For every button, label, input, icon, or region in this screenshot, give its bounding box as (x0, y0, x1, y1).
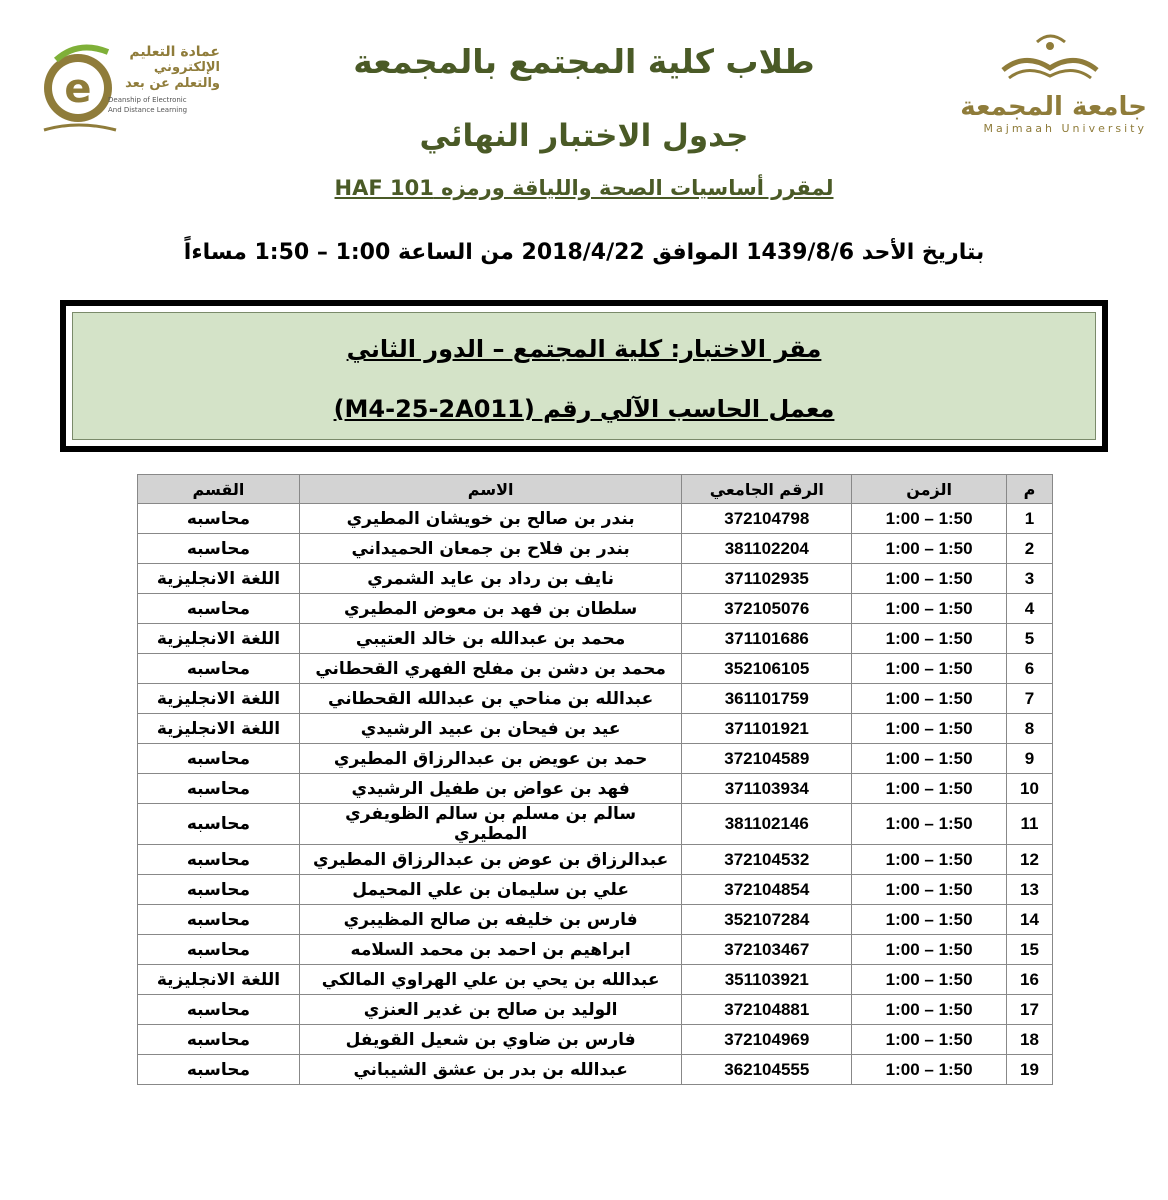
row-time: 1:00 – 1:50 (852, 995, 1007, 1025)
table-row (138, 875, 1053, 905)
course-title (0, 176, 1168, 200)
row-time: 1:00 – 1:50 (852, 1055, 1007, 1085)
row-time: 1:00 – 1:50 (852, 624, 1007, 654)
row-index: 7 (1007, 684, 1053, 714)
row-time: 1:00 – 1:50 (852, 965, 1007, 995)
row-student-id: 362104555 (682, 1055, 852, 1085)
row-department: محاسبه (138, 905, 300, 935)
row-department: محاسبه (138, 774, 300, 804)
row-department: محاسبه (138, 875, 300, 905)
table-row (138, 684, 1053, 714)
row-department: اللغة الانجليزية (138, 624, 300, 654)
row-name: فهد بن عواض بن طفيل الرشيدي (299, 774, 681, 804)
deanship-ar-line2: الإلكتروني (153, 60, 220, 75)
header-index: م (1007, 475, 1053, 504)
exam-location-line (73, 335, 1095, 363)
row-department: اللغة الانجليزية (138, 564, 300, 594)
deanship-en-line1: Deanship of Electronic (108, 96, 187, 104)
exam-lab-line (73, 395, 1095, 423)
table-row (138, 774, 1053, 804)
table-row (138, 534, 1053, 564)
row-index: 3 (1007, 564, 1053, 594)
row-department: محاسبه (138, 995, 300, 1025)
row-name: حمد بن عويض بن عبدالرزاق المطيري (299, 744, 681, 774)
row-name: فارس بن ضاوي بن شعيل القويفل (299, 1025, 681, 1055)
table-row (138, 594, 1053, 624)
table-row (138, 744, 1053, 774)
row-index: 10 (1007, 774, 1053, 804)
row-department: محاسبه (138, 935, 300, 965)
row-student-id: 372104881 (682, 995, 852, 1025)
row-time: 1:00 – 1:50 (852, 714, 1007, 744)
students-table (137, 474, 1053, 1085)
table-row (138, 504, 1053, 534)
row-department: محاسبه (138, 1025, 300, 1055)
row-index: 15 (1007, 935, 1053, 965)
row-department: محاسبه (138, 744, 300, 774)
header-time: الزمن (852, 475, 1007, 504)
row-student-id: 371103934 (682, 774, 852, 804)
row-time: 1:00 – 1:50 (852, 845, 1007, 875)
row-student-id: 371101921 (682, 714, 852, 744)
row-index: 9 (1007, 744, 1053, 774)
row-student-id: 372104854 (682, 875, 852, 905)
table-row (138, 845, 1053, 875)
row-name: عبدالله بن يحي بن علي الهراوي المالكي (299, 965, 681, 995)
table-row (138, 714, 1053, 744)
row-department: اللغة الانجليزية (138, 714, 300, 744)
university-name-en: Majmaah University (983, 122, 1147, 135)
row-department: محاسبه (138, 804, 300, 845)
header-student-id: الرقم الجامعي (682, 475, 852, 504)
row-student-id: 372103467 (682, 935, 852, 965)
row-time: 1:00 – 1:50 (852, 774, 1007, 804)
row-name: عبدالله بن بدر بن عشق الشيباني (299, 1055, 681, 1085)
row-index: 19 (1007, 1055, 1053, 1085)
row-student-id: 371101686 (682, 624, 852, 654)
row-department: محاسبه (138, 534, 300, 564)
row-time: 1:00 – 1:50 (852, 1025, 1007, 1055)
row-student-id: 372105076 (682, 594, 852, 624)
row-department: اللغة الانجليزية (138, 684, 300, 714)
table-row (138, 564, 1053, 594)
deanship-ar-line1: عمادة التعليم (129, 44, 220, 60)
row-name: فارس بن خليفه بن صالح المظيبري (299, 905, 681, 935)
table-row (138, 995, 1053, 1025)
table-row (138, 1025, 1053, 1055)
row-name: سالم بن مسلم بن سالم الظويفري المطيري (299, 804, 681, 845)
table-row (138, 804, 1053, 845)
row-name: الوليد بن صالح بن غدير العنزي (299, 995, 681, 1025)
row-name: ابراهيم بن احمد بن محمد السلامه (299, 935, 681, 965)
row-index: 14 (1007, 905, 1053, 935)
exam-location-panel (72, 312, 1096, 440)
exam-lab-text: معمل الحاسب الآلي رقم (M4-25-2A011) (333, 395, 835, 423)
row-student-id: 372104969 (682, 1025, 852, 1055)
row-name: نايف بن رداد بن عايد الشمري (299, 564, 681, 594)
row-student-id: 371102935 (682, 564, 852, 594)
row-time: 1:00 – 1:50 (852, 684, 1007, 714)
row-student-id: 352107284 (682, 905, 852, 935)
university-name-ar: جامعة المجمعة (960, 92, 1147, 122)
table-row (138, 965, 1053, 995)
course-title-text: لمقرر أساسيات الصحة واللياقة ورمزه HAF 101 (334, 176, 834, 200)
exam-location-text: مقر الاختبار: كلية المجتمع – الدور الثاني (346, 335, 822, 363)
table-row (138, 935, 1053, 965)
row-time: 1:00 – 1:50 (852, 594, 1007, 624)
row-name: عبدالله بن مناحي بن عبدالله القحطاني (299, 684, 681, 714)
college-title: طلاب كلية المجتمع بالمجمعة (353, 42, 815, 81)
row-index: 17 (1007, 995, 1053, 1025)
row-name: محمد بن دشن بن مفلح الفهري القحطاني (299, 654, 681, 684)
header-department: القسم (138, 475, 300, 504)
table-row (138, 905, 1053, 935)
row-name: علي بن سليمان بن علي المحيمل (299, 875, 681, 905)
row-index: 5 (1007, 624, 1053, 654)
row-time: 1:00 – 1:50 (852, 744, 1007, 774)
deanship-ar-line3: والتعلم عن بعد (125, 76, 220, 91)
deanship-en-line2: And Distance Learning (108, 106, 188, 114)
schedule-title: جدول الاختبار النهائي (419, 118, 749, 154)
row-student-id: 372104589 (682, 744, 852, 774)
row-time: 1:00 – 1:50 (852, 935, 1007, 965)
row-student-id: 381102204 (682, 534, 852, 564)
row-index: 4 (1007, 594, 1053, 624)
row-student-id: 372104798 (682, 504, 852, 534)
row-name: محمد بن عبدالله بن خالد العتيبي (299, 624, 681, 654)
row-name: عيد بن فيحان بن عبيد الرشيدي (299, 714, 681, 744)
row-student-id: 372104532 (682, 845, 852, 875)
row-time: 1:00 – 1:50 (852, 875, 1007, 905)
row-department: محاسبه (138, 1055, 300, 1085)
row-index: 18 (1007, 1025, 1053, 1055)
row-time: 1:00 – 1:50 (852, 564, 1007, 594)
exam-location-box (60, 300, 1108, 452)
row-time: 1:00 – 1:50 (852, 534, 1007, 564)
row-department: محاسبه (138, 845, 300, 875)
row-student-id: 351103921 (682, 965, 852, 995)
row-student-id: 381102146 (682, 804, 852, 845)
row-index: 13 (1007, 875, 1053, 905)
row-student-id: 352106105 (682, 654, 852, 684)
row-time: 1:00 – 1:50 (852, 504, 1007, 534)
row-index: 6 (1007, 654, 1053, 684)
row-index: 11 (1007, 804, 1053, 845)
row-time: 1:00 – 1:50 (852, 804, 1007, 845)
row-department: اللغة الانجليزية (138, 965, 300, 995)
row-time: 1:00 – 1:50 (852, 654, 1007, 684)
row-index: 2 (1007, 534, 1053, 564)
row-department: محاسبه (138, 504, 300, 534)
row-name: عبدالرزاق بن عوض بن عبدالرزاق المطيري (299, 845, 681, 875)
row-index: 8 (1007, 714, 1053, 744)
row-index: 1 (1007, 504, 1053, 534)
table-row (138, 1055, 1053, 1085)
exam-date-line: بتاريخ الأحد 1439/8/6 الموافق 2018/4/22 من الساعة 1:00 – 1:50 مساءاً (183, 240, 985, 265)
row-department: محاسبه (138, 594, 300, 624)
row-index: 12 (1007, 845, 1053, 875)
row-name: بندر بن فلاح بن جمعان الحميداني (299, 534, 681, 564)
row-name: سلطان بن فهد بن معوض المطيري (299, 594, 681, 624)
table-header-row (138, 475, 1053, 504)
table-row (138, 624, 1053, 654)
row-time: 1:00 – 1:50 (852, 905, 1007, 935)
row-student-id: 361101759 (682, 684, 852, 714)
header-name: الاسم (299, 475, 681, 504)
row-department: محاسبه (138, 654, 300, 684)
row-name: بندر بن صالح بن خويشان المطيري (299, 504, 681, 534)
row-index: 16 (1007, 965, 1053, 995)
svg-text:e: e (64, 66, 92, 112)
table-row (138, 654, 1053, 684)
